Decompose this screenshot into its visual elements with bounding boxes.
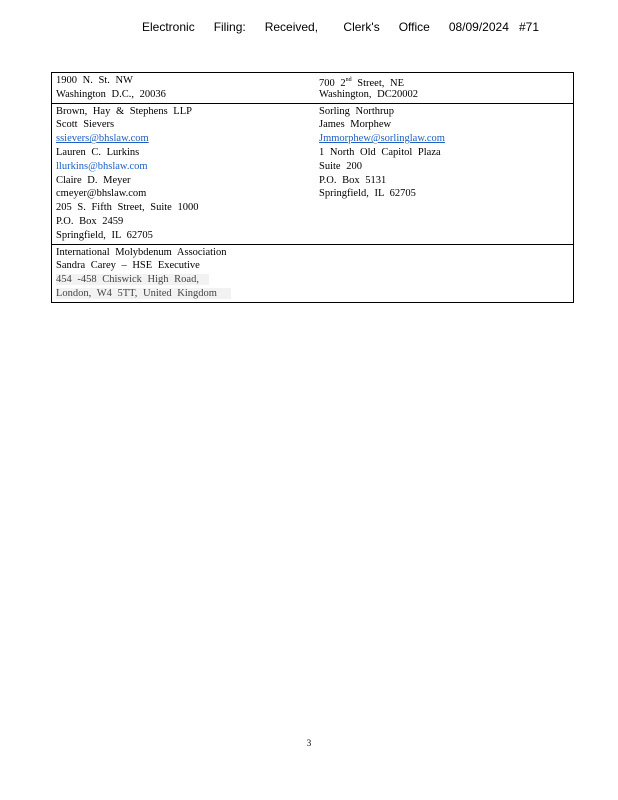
address-line: 1900 N. St. NW — [56, 75, 133, 86]
street-address: 205 S. Fifth Street, Suite 1000 — [56, 202, 199, 214]
page-number: 3 — [306, 738, 312, 748]
email-link[interactable]: ssievers@bhslaw.com — [56, 133, 149, 145]
street-address: 1 North Old Capitol Plaza — [319, 146, 441, 158]
suite: Suite 200 — [319, 160, 362, 172]
email-text: cmeyer@bhslaw.com — [56, 188, 147, 200]
firm-name: Brown, Hay & Stephens LLP — [56, 105, 192, 117]
firm-name: Sorling Northrup — [319, 105, 395, 117]
cell-molybdenum-association — [52, 244, 316, 302]
table-row — [52, 103, 574, 244]
city-country: London, W4 5TT, United Kingdom — [56, 288, 231, 299]
filing-header — [0, 20, 618, 36]
contact-name: Sandra Carey – HSE Executive — [56, 260, 200, 272]
filing-stamp-text: Electronic Filing: Received, Clerk's Office 08/09/2024 — [142, 20, 509, 34]
ordinal-suffix: nd — [345, 77, 352, 83]
street-address: 454 -458 Chiswick High Road, — [56, 274, 209, 285]
contact-name: Scott Sievers — [56, 119, 115, 131]
po-box: P.O. Box 5131 — [319, 174, 387, 186]
email-link[interactable]: llurkins@bhslaw.com — [56, 160, 148, 172]
service-list-table — [51, 72, 574, 303]
cell-address-right — [315, 73, 574, 104]
organization-name: International Molybdenum Association — [56, 246, 227, 258]
address-line: Washington, DC20002 — [319, 88, 418, 100]
city-state-zip: Springfield, IL 62705 — [319, 188, 416, 200]
cell-address-left — [52, 73, 316, 104]
table-row — [52, 73, 574, 104]
city-state-zip: Springfield, IL 62705 — [56, 229, 153, 241]
cell-empty — [315, 244, 574, 302]
po-box: P.O. Box 2459 — [56, 215, 124, 227]
address-line: Washington D.C., 20036 — [56, 88, 166, 100]
contact-name: Claire D. Meyer — [56, 174, 131, 186]
contact-name: James Morphew — [319, 119, 392, 131]
cell-sorling-northrup — [315, 103, 574, 244]
document-number: #71 — [519, 20, 540, 34]
table-row — [52, 244, 574, 302]
address-line: 700 2nd Street, NE — [319, 77, 404, 89]
email-link[interactable]: Jmmorphew@sorlinglaw.com — [319, 133, 445, 145]
contact-name: Lauren C. Lurkins — [56, 146, 140, 158]
cell-brown-hay-stephens — [52, 103, 316, 244]
